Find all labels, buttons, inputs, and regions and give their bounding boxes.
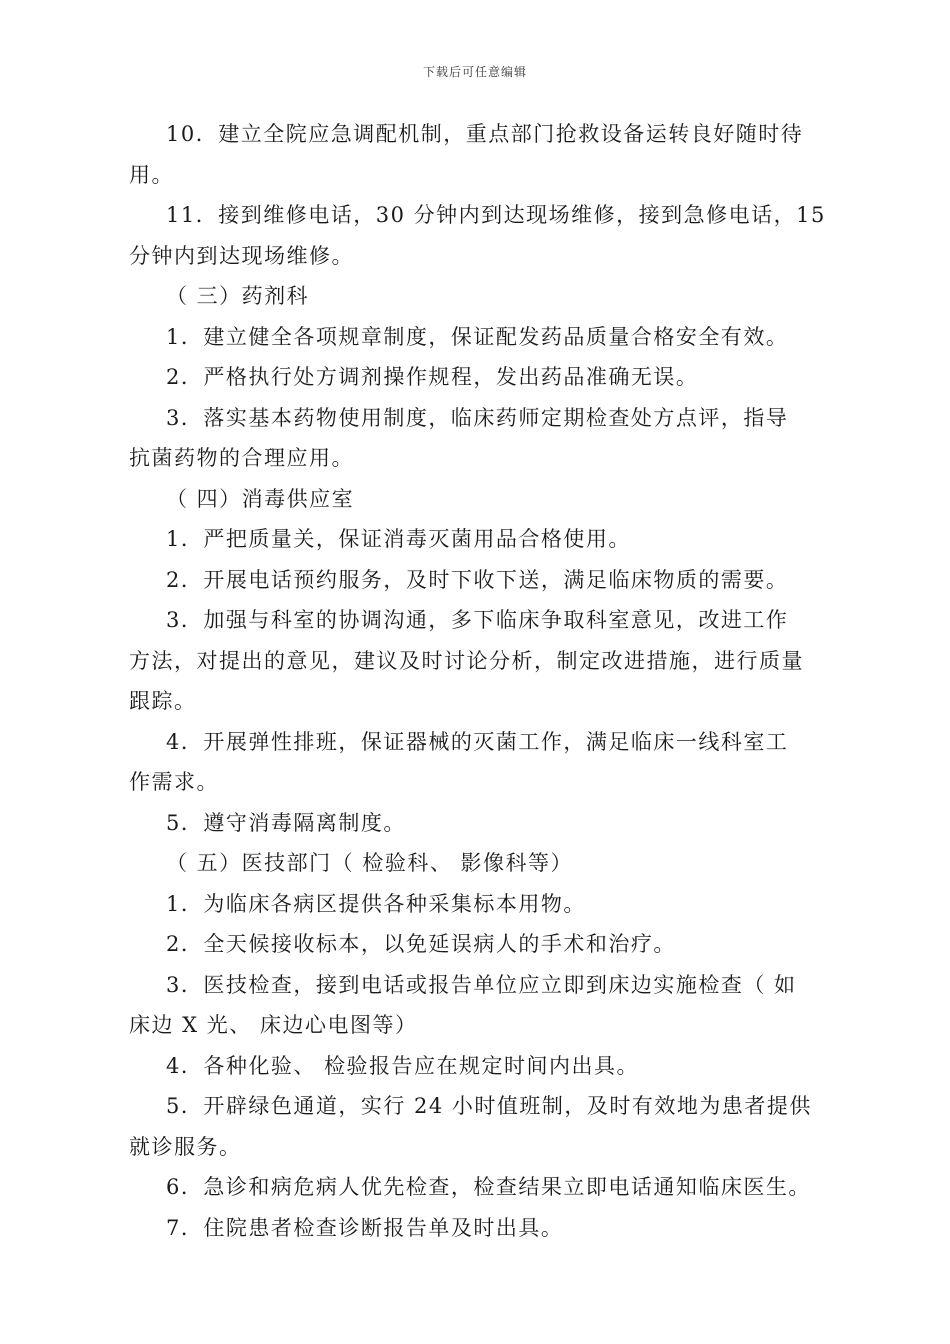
text-line: （ 四）消毒供应室 <box>166 486 355 511</box>
text-line: 4．开展弹性排班，保证器械的灭菌工作，满足临床一线科室工 <box>166 729 789 754</box>
text-line: 2．全天候接收标本，以免延误病人的手术和治疗。 <box>166 932 676 956</box>
text-line: 1．严把质量关，保证消毒灭菌用品合格使用。 <box>166 527 631 551</box>
text-line: 11．接到维修电话，30 分钟内到达现场维修，接到急修电话，15 <box>166 203 826 227</box>
text-line: 5．遵守消毒隔离制度。 <box>166 810 406 835</box>
text-line: 7．住院患者检查诊断报告单及时出具。 <box>166 1215 564 1240</box>
text-line: 2．严格执行处方调剂操作规程，发出药品准确无误。 <box>166 365 699 389</box>
text-line: 跟踪。 <box>129 689 197 713</box>
text-line: 3．加强与科室的协调沟通，多下临床争取科室意见，改进工作 <box>166 608 789 632</box>
text-line: 5．开辟绿色通道，实行 24 小时值班制，及时有效地为患者提供 <box>166 1094 812 1118</box>
text-line: 4．各种化验、 检验报告应在规定时间内出具。 <box>166 1053 640 1078</box>
text-line: 6．急诊和病危病人优先检查，检查结果立即电话通知临床医生。 <box>166 1175 811 1199</box>
page-header: 下载后可任意编辑 <box>422 65 527 79</box>
text-line: 就诊服务。 <box>129 1134 242 1159</box>
text-line: 床边 X 光、 床边心电图等） <box>129 1013 418 1037</box>
text-line: 用。 <box>129 162 174 187</box>
document-body <box>129 114 826 1248</box>
text-line: 抗菌药物的合理应用。 <box>129 446 354 470</box>
text-line: 10．建立全院应急调配机制，重点部门抢救设备运转良好随时待 <box>166 122 804 146</box>
text-line: 3．医技检查，接到电话或报告单位应立即到床边实施检查（ 如 <box>166 972 797 997</box>
text-line: 分钟内到达现场维修。 <box>129 243 354 268</box>
text-line: 1．为临床各病区提供各种采集标本用物。 <box>166 891 586 916</box>
text-line: （ 五）医技部门（ 检验科、 影像科等） <box>166 851 574 875</box>
text-line: 方法，对提出的意见，建议及时讨论分析，制定改进措施，进行质量 <box>129 648 804 673</box>
text-line: 3．落实基本药物使用制度，临床药师定期检查处方点评，指导 <box>166 405 789 430</box>
text-line: 作需求。 <box>129 770 219 794</box>
text-line: 1．建立健全各项规章制度，保证配发药品质量合格安全有效。 <box>166 324 789 349</box>
text-line: （ 三）药剂科 <box>166 284 310 308</box>
text-line: 2．开展电话预约服务，及时下收下送，满足临床物质的需要。 <box>166 567 789 592</box>
